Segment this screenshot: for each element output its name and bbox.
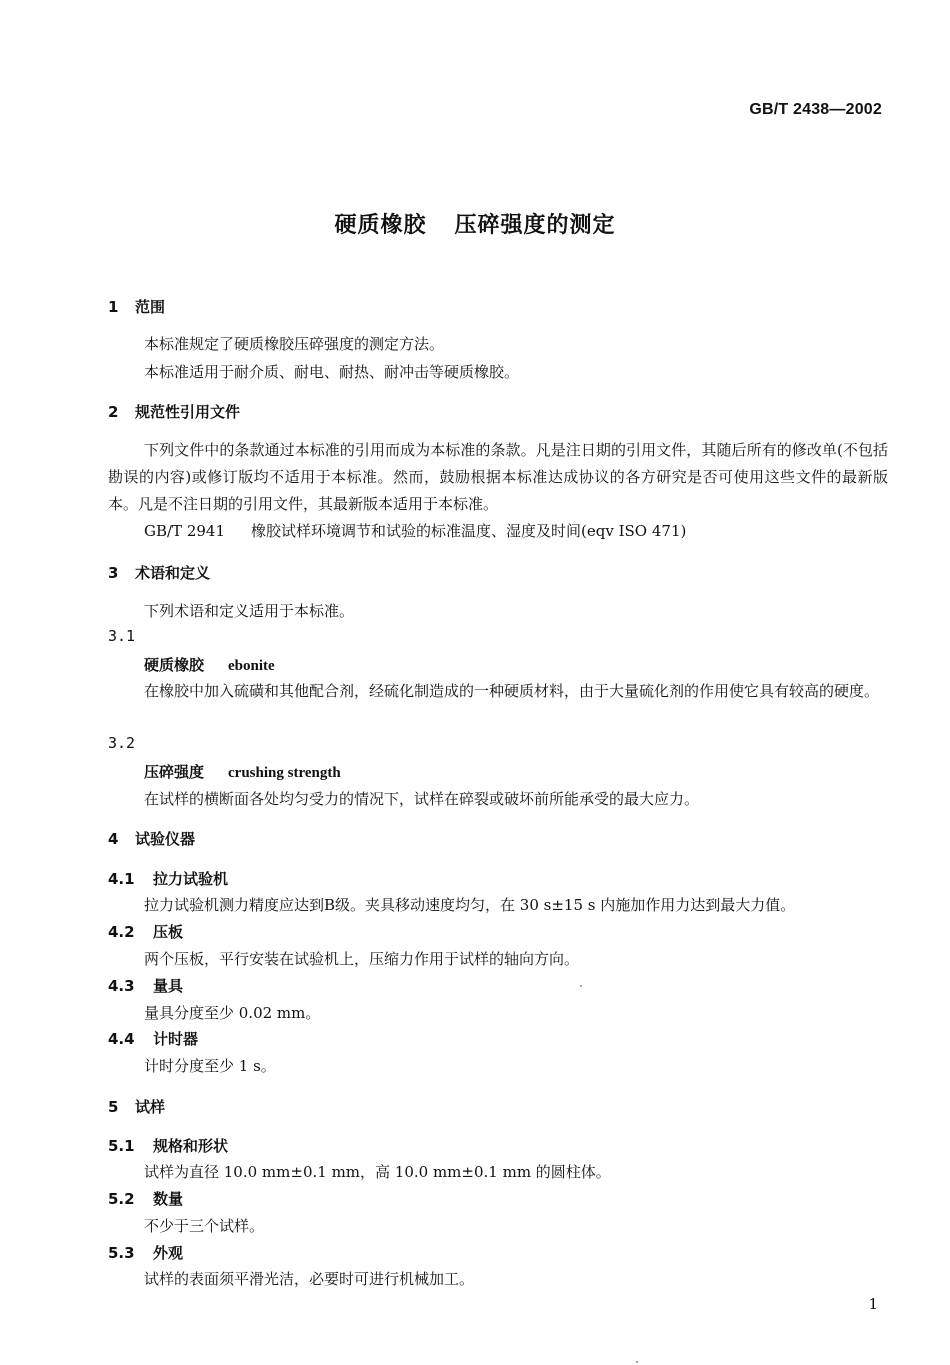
subsection-5-2-text: 不少于三个试样。: [144, 1217, 265, 1235]
subsection-title: 拉力试验机: [153, 870, 229, 888]
subsection-4-2-text: 两个压板，平行安装在试验机上，压缩力作用于试样的轴向方向。: [144, 950, 580, 968]
subsection-title: 数量: [153, 1190, 184, 1208]
subsection-title: 压板: [153, 923, 184, 941]
term-2-definition: 在试样的横断面各处均匀受力的情况下，试样在碎裂或破坏前所能承受的最大应力。: [144, 790, 700, 808]
section-3-heading: [108, 562, 210, 583]
subsection-number: 4.2: [108, 923, 135, 941]
page-title: [0, 208, 950, 239]
section-5-heading: [108, 1096, 165, 1117]
subsection-title: 外观: [153, 1244, 184, 1262]
subsection-number: 4.3: [108, 977, 135, 995]
section-title: 试样: [135, 1098, 166, 1116]
section-title: 范围: [135, 298, 166, 316]
subsection-5-1-heading: [108, 1135, 228, 1156]
section-number: 4: [108, 830, 119, 848]
term-1: [144, 654, 275, 675]
subsection-title: 量具: [153, 977, 184, 995]
term-2-english: crushing strength: [228, 765, 341, 781]
scan-speck: [636, 1361, 638, 1363]
subsection-5-3-heading: [108, 1242, 183, 1263]
subsection-4-2-heading: [108, 921, 183, 942]
subsection-4-4-text: 计时分度至少 1 s。: [144, 1057, 276, 1075]
section-4-heading: [108, 828, 195, 849]
section-title: 规范性引用文件: [135, 403, 241, 421]
reference-code: GB/T 2941: [144, 522, 226, 540]
subsection-5-2-heading: [108, 1188, 183, 1209]
reference-title: 橡胶试样环境调节和试验的标准温度、湿度及时间(eqv ISO 471): [251, 522, 687, 540]
subsection-number: 4.1: [108, 870, 135, 888]
section-3-intro: 下列术语和定义适用于本标准。: [144, 602, 355, 620]
section-2-heading: [108, 401, 240, 422]
subsection-4-3-heading: [108, 975, 183, 996]
term-2-chinese: 压碎强度: [144, 763, 205, 781]
subsection-4-4-heading: [108, 1028, 198, 1049]
term-1-chinese: 硬质橡胶: [144, 656, 205, 674]
subsection-4-1-text: 拉力试验机测力精度应达到B级。夹具移动速度均匀，在 30 s±15 s 内施加作用力达到最大力值。: [144, 896, 796, 914]
section-number: 5: [108, 1098, 119, 1116]
section-title: 试验仪器: [135, 830, 196, 848]
section-title: 术语和定义: [135, 564, 211, 582]
page-number: 1: [868, 1295, 878, 1313]
subsection-number: 5.3: [108, 1244, 135, 1262]
standard-number: GB/T 2438—2002: [749, 101, 882, 118]
subsection-title: 计时器: [153, 1030, 199, 1048]
term-2-number: 3.2: [108, 734, 136, 752]
term-2: [144, 761, 341, 782]
subsection-number: 5.1: [108, 1137, 135, 1155]
subsection-title: 规格和形状: [153, 1137, 229, 1155]
title-part-2: 压碎强度的测定: [454, 213, 616, 238]
section-1-line-2: 本标准适用于耐介质、耐电、耐热、耐冲击等硬质橡胶。: [144, 363, 520, 381]
normative-reference: [144, 520, 686, 541]
term-1-number: 3.1: [108, 627, 136, 645]
section-number: 3: [108, 564, 119, 582]
section-1-heading: [108, 296, 165, 317]
term-1-definition: 在橡胶中加入硫磺和其他配合剂，经硫化制造成的一种硬质材料，由于大量硫化剂的作用使它具有较高的硬度。: [144, 682, 880, 700]
scan-speck: [580, 985, 582, 987]
subsection-number: 4.4: [108, 1030, 135, 1048]
term-1-english: ebonite: [228, 658, 275, 674]
subsection-5-3-text: 试样的表面须平滑光洁，必要时可进行机械加工。: [144, 1270, 475, 1288]
subsection-4-1-heading: [108, 868, 228, 889]
subsection-5-1-text: 试样为直径 10.0 mm±0.1 mm，高 10.0 mm±0.1 mm 的圆柱体。: [144, 1163, 611, 1181]
subsection-4-3-text: 量具分度至少 0.02 mm。: [144, 1004, 321, 1022]
section-number: 2: [108, 403, 119, 421]
section-number: 1: [108, 298, 119, 316]
title-part-1: 硬质橡胶: [334, 213, 427, 238]
subsection-number: 5.2: [108, 1190, 135, 1208]
section-2-paragraph: 下列文件中的条款通过本标准的引用而成为本标准的条款。凡是注日期的引用文件，其随后所有的修改单(不包括勘误的内容)或修订版均不适用于本标准。然而，鼓励根据本标准达成协议的各方研究是否可使用这些文件的最新版本。凡是不注日期的引用文件，其最新版本适用于本标准。: [108, 441, 888, 513]
section-1-line-1: 本标准规定了硬质橡胶压碎强度的测定方法。: [144, 335, 445, 353]
